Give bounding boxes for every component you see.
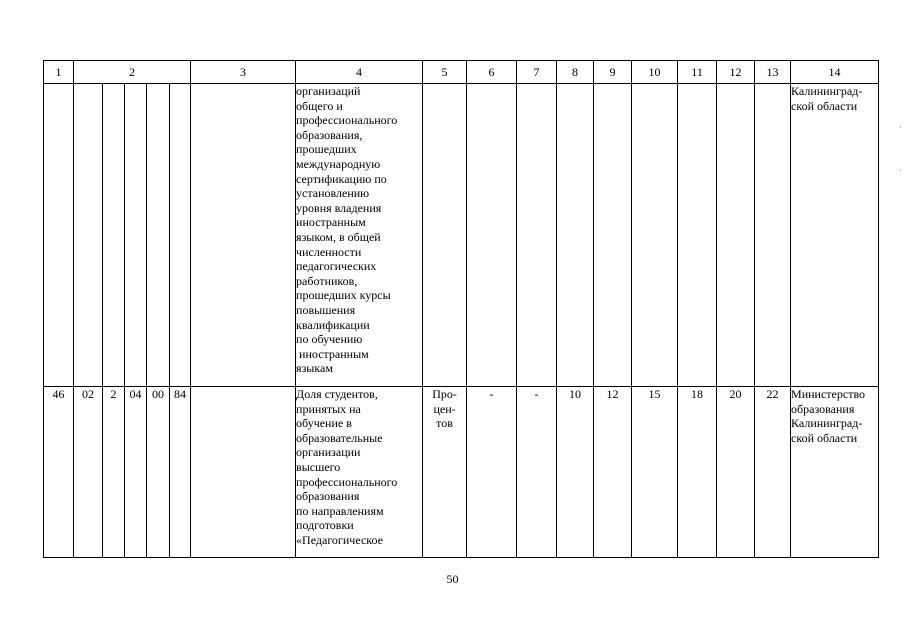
cell-col3 bbox=[191, 84, 296, 387]
header-cell: 1 bbox=[44, 61, 74, 84]
header-cell: 14 bbox=[791, 61, 879, 84]
responsible-line: образования bbox=[791, 401, 855, 416]
cell-value: 12 bbox=[594, 387, 632, 558]
header-row bbox=[44, 61, 879, 84]
indicator-line: высшего bbox=[296, 459, 341, 474]
indicator-cell bbox=[296, 84, 423, 387]
cell-code: 02 bbox=[74, 387, 103, 558]
header-cell: 4 bbox=[296, 61, 423, 84]
indicator-line: по обучению bbox=[296, 332, 363, 347]
cell-value bbox=[678, 84, 717, 387]
unit-line: тов bbox=[436, 416, 453, 431]
cell-value bbox=[594, 84, 632, 387]
indicator-line: профессионального bbox=[296, 474, 398, 489]
header-cell: 13 bbox=[755, 61, 791, 84]
cell-value: 10 bbox=[557, 387, 594, 558]
cell-code bbox=[103, 84, 125, 387]
page-number: 50 bbox=[446, 572, 459, 586]
cell-value bbox=[467, 84, 517, 387]
indicator-line: работников, bbox=[296, 273, 358, 288]
cell-code bbox=[125, 84, 147, 387]
responsible-cell bbox=[791, 84, 879, 387]
indicators-table bbox=[43, 60, 879, 558]
cell-unit bbox=[423, 84, 467, 387]
unit-line: Про- bbox=[432, 387, 457, 401]
indicator-line: «Педагогическое bbox=[296, 532, 383, 547]
header-cell: 9 bbox=[594, 61, 632, 84]
cell-unit bbox=[423, 387, 467, 558]
header-cell: 5 bbox=[423, 61, 467, 84]
indicator-line: сертификацию по bbox=[296, 171, 387, 186]
indicator-line: иностранным bbox=[296, 215, 366, 230]
cell-value: 22 bbox=[755, 387, 791, 558]
indicator-line: прошедших bbox=[296, 142, 357, 157]
header-cell: 2 bbox=[74, 61, 191, 84]
cell-code: 2 bbox=[103, 387, 125, 558]
header-cell: 8 bbox=[557, 61, 594, 84]
indicator-line: иностранным bbox=[296, 346, 369, 361]
cell-code bbox=[170, 84, 191, 387]
indicator-line: обучение в bbox=[296, 416, 352, 431]
indicator-line: образовательные bbox=[296, 430, 383, 445]
indicator-line: общего и bbox=[296, 98, 343, 113]
responsible-line: ской области bbox=[791, 430, 858, 445]
responsible-cell bbox=[791, 387, 879, 558]
indicator-line: профессионального bbox=[296, 113, 398, 128]
header-cell: 10 bbox=[632, 61, 678, 84]
indicator-line: педагогических bbox=[296, 259, 377, 274]
cell-num bbox=[44, 84, 74, 387]
cell-value bbox=[557, 84, 594, 387]
table-row bbox=[44, 84, 879, 387]
margin-mark: · bbox=[899, 165, 902, 175]
cell-code bbox=[147, 84, 170, 387]
cell-value: 15 bbox=[632, 387, 678, 558]
header-cell: 6 bbox=[467, 61, 517, 84]
indicator-line: организации bbox=[296, 445, 361, 460]
responsible-line: Калининград- bbox=[791, 84, 863, 98]
indicator-line: по направлениям bbox=[296, 503, 384, 518]
cell-code: 84 bbox=[170, 387, 191, 558]
indicator-line: международную bbox=[296, 156, 381, 171]
cell-value bbox=[717, 84, 755, 387]
cell-value: - bbox=[467, 387, 517, 558]
cell-col3 bbox=[191, 387, 296, 558]
indicator-line: уровня владения bbox=[296, 200, 382, 215]
responsible-line: Министерство bbox=[791, 387, 866, 401]
indicator-line: языкам bbox=[296, 361, 333, 376]
responsible-line: Калининград- bbox=[791, 416, 863, 431]
indicator-line: подготовки bbox=[296, 518, 354, 533]
cell-code: 04 bbox=[125, 387, 147, 558]
unit-line: цен- bbox=[433, 401, 456, 416]
header-cell: 11 bbox=[678, 61, 717, 84]
cell-num: 46 bbox=[44, 387, 74, 558]
header-cell: 7 bbox=[517, 61, 557, 84]
cell-value bbox=[755, 84, 791, 387]
cell-value: 20 bbox=[717, 387, 755, 558]
responsible-line: ской области bbox=[791, 98, 858, 113]
cell-code bbox=[74, 84, 103, 387]
indicator-line: языком, в общей bbox=[296, 229, 381, 244]
indicator-line: образования bbox=[296, 489, 360, 504]
cell-value: 18 bbox=[678, 387, 717, 558]
indicator-line: повышения bbox=[296, 302, 356, 317]
header-cell: 3 bbox=[191, 61, 296, 84]
indicator-line: принятых на bbox=[296, 401, 361, 416]
indicator-line: Доля студентов, bbox=[296, 387, 378, 401]
cell-value bbox=[632, 84, 678, 387]
indicator-line: установлению bbox=[296, 186, 370, 201]
indicator-line: квалификации bbox=[296, 317, 370, 332]
indicator-line: численности bbox=[296, 244, 362, 259]
indicator-line: организаций bbox=[296, 84, 361, 98]
cell-value bbox=[517, 84, 557, 387]
indicator-line: прошедших курсы bbox=[296, 288, 391, 303]
margin-mark: · bbox=[899, 122, 902, 132]
indicator-cell bbox=[296, 387, 423, 558]
indicator-line: образования, bbox=[296, 127, 363, 142]
table-row bbox=[44, 387, 879, 558]
header-cell: 12 bbox=[717, 61, 755, 84]
cell-code: 00 bbox=[147, 387, 170, 558]
cell-value: - bbox=[517, 387, 557, 558]
